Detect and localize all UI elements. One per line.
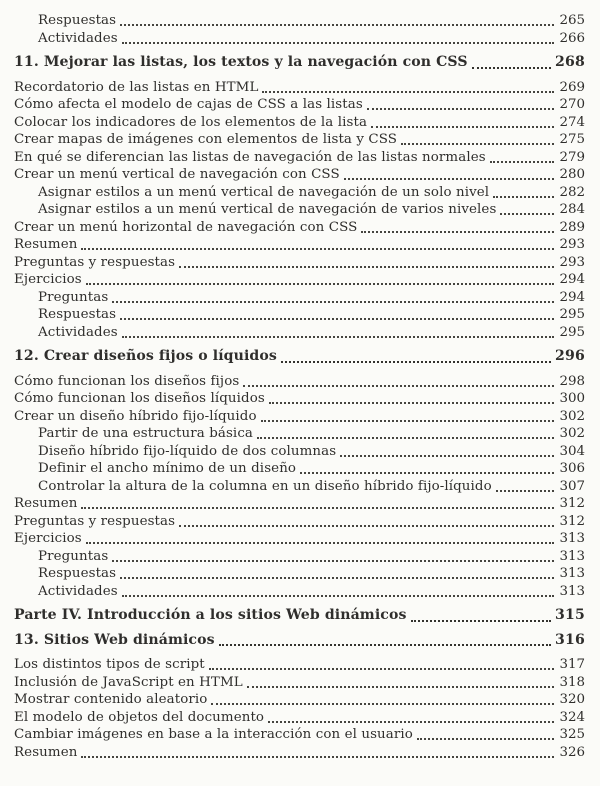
dot-leader (179, 525, 554, 527)
toc-entry (14, 79, 585, 97)
toc-entry-label: Resumen (14, 496, 78, 511)
toc-entry (14, 656, 585, 674)
dot-leader (268, 721, 554, 723)
toc-entry (14, 30, 585, 48)
toc-entry-label: 13. Sitios Web dinámicos (14, 631, 215, 648)
toc-entry (14, 96, 585, 114)
toc-entry-label: Respuestas (38, 307, 117, 322)
toc-entry-label: Recordatorio de las listas en HTML (14, 79, 259, 95)
dot-leader (120, 318, 554, 320)
toc-entry-label: Resumen (14, 237, 78, 252)
toc-entry (14, 530, 585, 548)
toc-entry-label: Partir de una estructura básica (38, 426, 253, 441)
toc-entry-label: Ejercicios (14, 531, 82, 546)
dot-leader (86, 283, 554, 285)
toc-entry-label: Diseño híbrido fijo-líquido de dos columnas (38, 443, 337, 459)
toc-heading-entry (14, 348, 585, 366)
toc-entry-label: Cómo funcionan los diseños líquidos (14, 391, 265, 406)
dot-leader (496, 490, 554, 492)
toc-entry-page-number: 293 (559, 254, 585, 270)
toc-entry-page-number: 300 (559, 391, 585, 406)
dot-leader (81, 507, 554, 509)
toc-entry (14, 201, 585, 219)
toc-entry (14, 460, 585, 478)
toc-entry-page-number: 296 (554, 348, 585, 364)
toc-entry (14, 548, 585, 566)
toc-entry (14, 726, 585, 744)
toc-entry-label: Preguntas y respuestas (14, 254, 176, 270)
toc-entry-label: Resumen (14, 744, 78, 760)
toc-entry-page-number: 265 (559, 13, 585, 28)
toc-entry-label: Controlar la altura de la columna en un diseño híbrido fijo-líquido (38, 478, 492, 494)
toc-entry-page-number: 280 (559, 167, 585, 182)
dot-leader (122, 595, 554, 597)
toc-entry-label: Colocar los indicadores de los elementos de la lista (14, 114, 368, 130)
toc-entry-page-number: 289 (559, 219, 585, 235)
toc-entry-page-number: 298 (559, 373, 585, 389)
dot-leader (219, 644, 551, 646)
dot-leader (490, 161, 554, 163)
dot-leader (122, 42, 554, 44)
toc-entry-page-number: 318 (559, 674, 585, 690)
dot-leader (81, 248, 554, 250)
toc-entry-page-number: 294 (559, 289, 585, 305)
toc-entry-label: Cambiar imágenes en base a la interacción con el usuario (14, 727, 413, 742)
dot-leader (122, 336, 554, 338)
dot-leader (281, 361, 551, 363)
dot-leader (417, 738, 554, 740)
toc-entry-label: Asignar estilos a un menú vertical de navegación de un solo nivel (38, 184, 490, 200)
toc-entry-page-number: 294 (559, 272, 585, 287)
toc-entry-label: Los distintos tipos de script (14, 657, 205, 672)
toc-entry-page-number: 293 (559, 237, 585, 252)
dot-leader (344, 178, 554, 180)
toc-entry (14, 674, 585, 692)
toc-entry (14, 709, 585, 727)
dot-leader (211, 703, 554, 705)
toc-entry (14, 219, 585, 237)
toc-heading-entry (14, 632, 585, 650)
toc-entry (14, 236, 585, 254)
toc-entry (14, 184, 585, 202)
dot-leader (401, 143, 554, 145)
dot-leader (209, 668, 554, 670)
toc-entry (14, 583, 585, 601)
dot-leader (120, 24, 554, 26)
toc-entry-page-number: 274 (559, 114, 585, 130)
toc-entry (14, 12, 585, 30)
toc-entry-label: Actividades (38, 30, 118, 46)
toc-entry-page-number: 320 (559, 692, 585, 707)
toc-entry (14, 324, 585, 342)
dot-leader (179, 266, 554, 268)
dot-leader (500, 213, 554, 215)
toc-entry-page-number: 317 (559, 657, 585, 672)
toc-entry-label: Asignar estilos a un menú vertical de navegación de varios niveles (38, 202, 497, 217)
dot-leader (411, 620, 551, 622)
toc-entry-label: Inclusión de JavaScript en HTML (14, 674, 243, 690)
toc-entry-page-number: 307 (559, 478, 585, 494)
toc-entry-page-number: 312 (559, 496, 585, 511)
toc-entry-label: Crear mapas de imágenes con elementos de lista y CSS (14, 132, 398, 147)
toc-entry-page-number: 315 (554, 607, 585, 623)
dot-leader (493, 196, 554, 198)
toc-entry-label: Respuestas (38, 13, 117, 28)
toc-entry-page-number: 295 (559, 324, 585, 340)
toc-entry-label: 12. Crear diseños fijos o líquidos (14, 348, 277, 364)
dot-leader (112, 301, 554, 303)
dot-leader (300, 472, 554, 474)
dot-leader (371, 126, 554, 128)
toc-entry-label: El modelo de objetos del documento (14, 709, 265, 725)
toc-entry-page-number: 313 (559, 566, 585, 581)
toc-entry-page-number: 282 (559, 184, 585, 200)
toc-entry-label: Crear un diseño híbrido fijo-líquido (14, 408, 257, 424)
toc-entry (14, 443, 585, 461)
toc-entry-page-number: 325 (559, 727, 585, 742)
dot-leader (472, 67, 551, 69)
toc-entry (14, 691, 585, 709)
toc-entry (14, 306, 585, 324)
toc-entry-page-number: 306 (559, 461, 585, 476)
toc-entry-page-number: 284 (559, 202, 585, 217)
dot-leader (120, 577, 554, 579)
dot-leader (262, 91, 554, 93)
toc-entry-label: Cómo funcionan los diseños fijos (14, 373, 240, 389)
toc-heading-entry (14, 54, 585, 72)
toc-entry (14, 390, 585, 408)
toc-entry-label: Preguntas (38, 289, 109, 305)
toc-entry-page-number: 312 (559, 513, 585, 529)
toc-entry-label: Definir el ancho mínimo de un diseño (38, 461, 297, 476)
dot-leader (269, 402, 554, 404)
toc-entry-page-number: 313 (559, 583, 585, 599)
toc-entry-label: Parte IV. Introducción a los sitios Web dinámicos (14, 607, 407, 623)
toc-entry-page-number: 302 (559, 426, 585, 441)
toc-entry-page-number: 304 (559, 443, 585, 459)
dot-leader (340, 455, 554, 457)
dot-leader (367, 108, 554, 110)
toc-heading-entry (14, 607, 585, 625)
toc-entry-page-number: 269 (559, 79, 585, 95)
toc-entry (14, 254, 585, 272)
dot-leader (261, 420, 554, 422)
toc-entry (14, 495, 585, 513)
toc-list (14, 12, 585, 761)
toc-entry-page-number: 326 (559, 744, 585, 760)
toc-entry (14, 565, 585, 583)
dot-leader (257, 437, 554, 439)
toc-entry-label: Crear un menú vertical de navegación con CSS (14, 167, 340, 182)
toc-entry (14, 166, 585, 184)
toc-entry (14, 425, 585, 443)
toc-entry-label: Preguntas y respuestas (14, 513, 176, 529)
toc-entry-label: 11. Mejorar las listas, los textos y la navegación con CSS (14, 54, 468, 70)
toc-entry (14, 408, 585, 426)
toc-entry-label: Actividades (38, 324, 118, 340)
toc-entry-label: Preguntas (38, 548, 109, 564)
dot-leader (112, 560, 554, 562)
toc-entry (14, 373, 585, 391)
toc-entry (14, 131, 585, 149)
toc-entry-page-number: 324 (559, 709, 585, 725)
dot-leader (81, 756, 554, 758)
toc-entry-page-number: 313 (559, 548, 585, 564)
toc-entry-page-number: 302 (559, 408, 585, 424)
toc-entry-page-number: 279 (559, 149, 585, 165)
toc-entry-label: Actividades (38, 583, 118, 599)
toc-entry (14, 744, 585, 762)
toc-entry-label: Mostrar contenido aleatorio (14, 692, 208, 707)
toc-entry (14, 478, 585, 496)
toc-entry-page-number: 313 (559, 531, 585, 546)
dot-leader (243, 385, 554, 387)
toc-entry (14, 513, 585, 531)
toc-entry-page-number: 316 (554, 631, 585, 648)
toc-entry-label: Respuestas (38, 566, 117, 581)
toc-entry (14, 149, 585, 167)
toc-entry-label: Crear un menú horizontal de navegación con CSS (14, 219, 358, 235)
dot-leader (361, 231, 554, 233)
dot-leader (247, 686, 554, 688)
toc-entry-label: En qué se diferencian las listas de navegación de las listas normales (14, 149, 486, 165)
toc-entry-page-number: 270 (559, 97, 585, 112)
toc-entry-label: Ejercicios (14, 272, 82, 287)
toc-entry-page-number: 275 (559, 132, 585, 147)
toc-entry (14, 271, 585, 289)
toc-entry-page-number: 268 (554, 54, 585, 70)
toc-entry-label: Cómo afecta el modelo de cajas de CSS a las listas (14, 97, 363, 112)
toc-entry (14, 289, 585, 307)
dot-leader (86, 542, 554, 544)
toc-entry-page-number: 295 (559, 307, 585, 322)
toc-entry-page-number: 266 (559, 30, 585, 46)
toc-entry (14, 114, 585, 132)
